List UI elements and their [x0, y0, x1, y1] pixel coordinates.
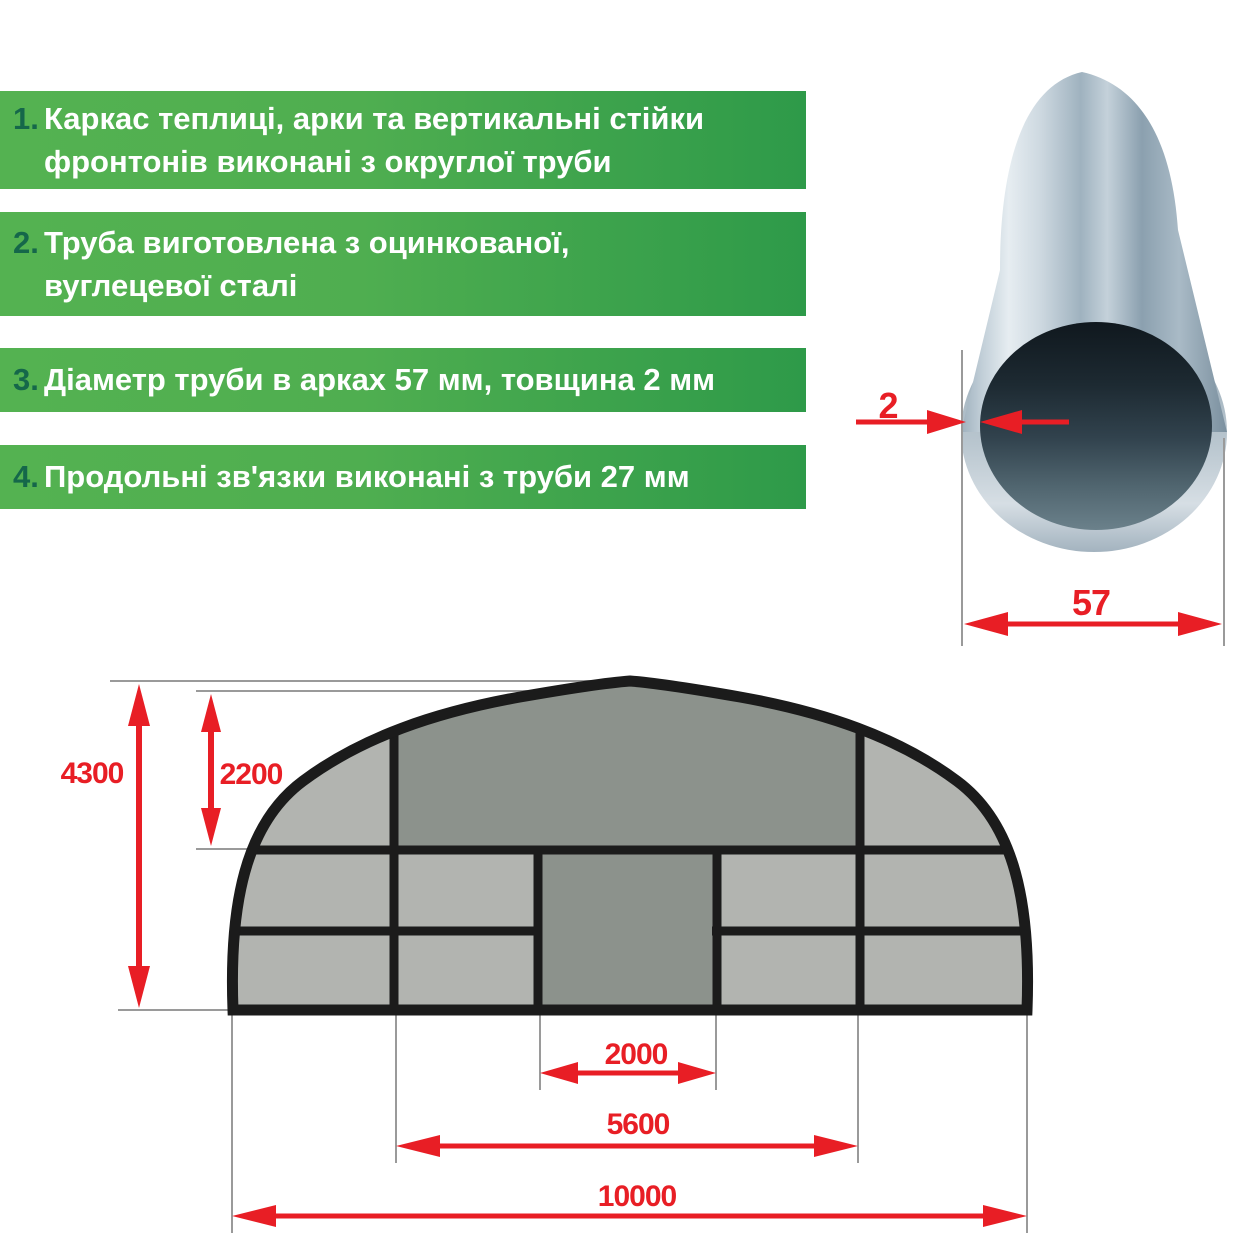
- cross-section-diagram: [50, 660, 1100, 1250]
- banner-number: 2.: [13, 225, 39, 260]
- feature-banner-2: [0, 212, 806, 316]
- banner-line: вуглецевої сталі: [44, 268, 298, 303]
- banner-line: Продольні зв'язки виконані з труби 27 мм: [44, 459, 690, 494]
- banner-number: 3.: [13, 362, 39, 397]
- banner-number: 1.: [13, 101, 39, 136]
- mid-width-dimension: [396, 1108, 858, 1157]
- banner-number: 4.: [13, 459, 39, 494]
- door-panel: [538, 850, 717, 1012]
- total-width-dimension: [232, 1180, 1027, 1227]
- wall-thickness-label: 2: [878, 385, 898, 426]
- banner-text: [44, 221, 806, 307]
- arch-top-height-label: 2200: [219, 758, 283, 791]
- banner-text: [44, 97, 806, 183]
- banner-text: [44, 358, 806, 401]
- feature-banner-3: [0, 348, 806, 412]
- feature-banner-4: [0, 445, 806, 509]
- total-height-label: 4300: [60, 757, 124, 790]
- diameter-label: 57: [1071, 582, 1111, 623]
- banner-line: Каркас теплиці, арки та вертикальні стійки: [44, 101, 705, 136]
- door-width-label: 2000: [604, 1038, 668, 1071]
- mid-width-label: 5600: [606, 1108, 670, 1141]
- feature-banner-1: [0, 91, 806, 189]
- total-height-dimension: [61, 684, 150, 1008]
- banner-text: [44, 455, 806, 498]
- banner-line: Труба виготовлена з оцинкованої,: [44, 225, 570, 260]
- banner-line: Діаметр труби в арках 57 мм, товщина 2 мм: [44, 362, 716, 397]
- total-width-label: 10000: [597, 1180, 677, 1213]
- door-width-dimension: [540, 1038, 716, 1084]
- diameter-dimension: [964, 582, 1222, 636]
- banner-line: фронтонів виконані з округлої труби: [44, 144, 612, 179]
- pipe-illustration: [840, 50, 1250, 662]
